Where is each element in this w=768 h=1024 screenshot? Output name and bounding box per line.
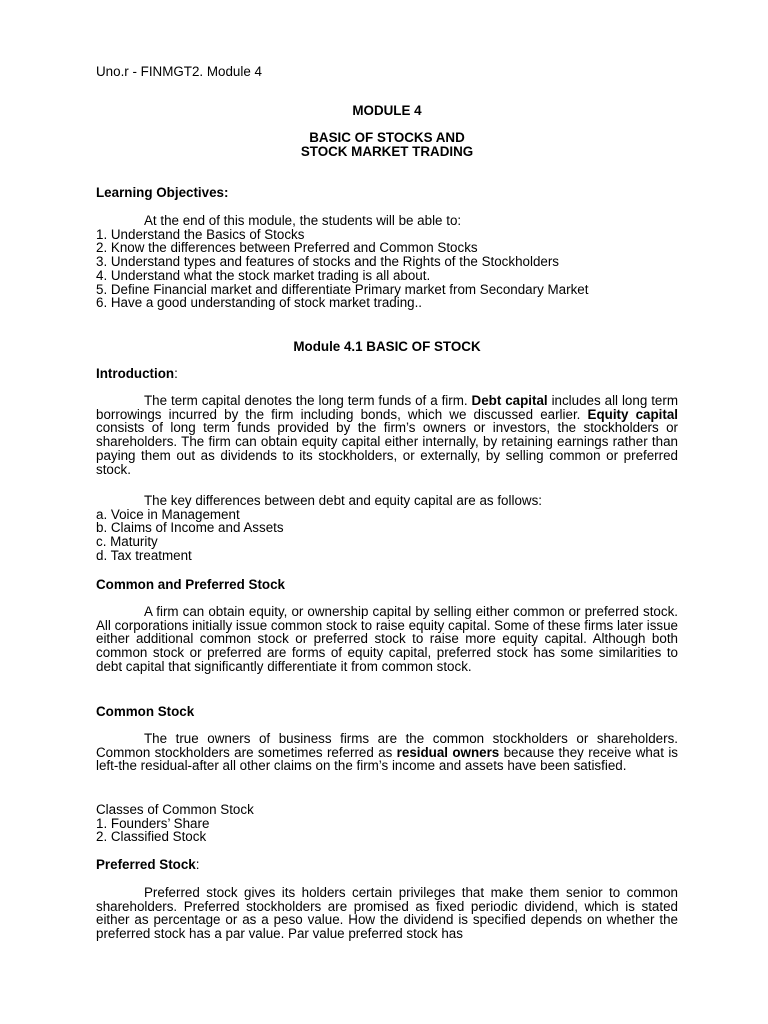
introduction-heading (96, 367, 678, 381)
term-equity-capital: Equity capital (587, 406, 679, 422)
difference-item: a. Voice in Management (96, 506, 240, 522)
learning-objectives-block (96, 214, 678, 310)
section-heading: Module 4.1 BASIC OF STOCK (293, 339, 481, 354)
module-title: MODULE 4 (352, 103, 422, 118)
objective-item: 1. Understand the Basics of Stocks (96, 226, 305, 242)
preferred-stock-heading (96, 858, 678, 872)
preferred-stock-heading-text: Preferred Stock (96, 857, 196, 872)
introduction-paragraph-2 (96, 494, 678, 563)
common-stock-paragraph (96, 732, 678, 773)
preferred-stock-text: Preferred stock gives its holders certain privileges that make them senior to common shareholders. Preferred stockholders are promised as fixed periodic dividend, which is stated either as percentage or as a peso value. How the dividend is specified depends on whether the preferred stock has a par value. Par value preferred stock has (96, 885, 678, 942)
common-preferred-text: A firm can obtain equity, or ownership capital by selling either common or preferred stock. All corporations initially issue common stock to raise equity capital. Some of these firms later issue either additional common stock or preferred stock to raise more equity capital. Although both common stock or preferred are forms of equity capital, preferred stock has some similarities to debt capital that significantly differentiate it from common stock. (96, 604, 678, 674)
objective-item: 5. Define Financial market and differentiate Primary market from Secondary Market (96, 281, 589, 297)
subtitle-line-2: STOCK MARKET TRADING (300, 144, 474, 159)
class-item: 2. Classified Stock (96, 829, 207, 845)
objective-item: 2. Know the differences between Preferred and Common Stocks (96, 240, 478, 256)
difference-item: d. Tax treatment (96, 547, 192, 563)
introduction-heading-text: Introduction (96, 366, 175, 381)
common-preferred-paragraph (96, 605, 678, 674)
subtitle-line-1: BASIC OF STOCKS AND (309, 130, 465, 145)
term-residual-owners: residual owners (396, 744, 500, 760)
differences-intro: The key differences between debt and equity capital are as follows: (144, 493, 542, 508)
differences-list (96, 508, 678, 563)
common-stock-text-c: because they receive what is left-the residual-after all other claims on the firm’s income and assets have been satisfied. (96, 744, 678, 774)
common-stock-text (96, 732, 678, 773)
objectives-list (96, 228, 678, 310)
common-stock-heading: Common Stock (96, 704, 195, 719)
introduction-heading-colon: : (174, 366, 178, 381)
preferred-stock-heading-colon: : (195, 857, 200, 872)
objective-item: 6. Have a good understanding of stock market trading.. (96, 295, 423, 311)
classes-block (96, 803, 678, 844)
difference-item: c. Maturity (96, 534, 158, 550)
learning-objectives-heading: Learning Objectives: (96, 185, 229, 200)
classes-heading: Classes of Common Stock (96, 802, 254, 817)
intro-text-a: The term capital denotes the long term funds of a firm. (144, 393, 472, 408)
objective-item: 4. Understand what the stock market trading is all about. (96, 267, 431, 283)
running-header: Uno.r - FINMGT2. Module 4 (96, 64, 262, 79)
introduction-text (96, 394, 678, 476)
class-item: 1. Founders’ Share (96, 815, 210, 831)
difference-item: b. Claims of Income and Assets (96, 520, 284, 536)
term-debt-capital: Debt capital (471, 393, 548, 408)
intro-text-e: consists of long term funds provided by the firm’s owners or investors, the stockholders or shareholders. The firm can obtain equity capital either internally, by retaining earnings rather than paying them out as dividends to its stockholders, or externally, by selling common or preferred stock. (96, 420, 678, 477)
common-stock-text-a: The true owners of business firms are the common stockholders or shareholders. Common stockholders are sometimes referred as (96, 731, 678, 760)
classes-list (96, 817, 678, 844)
learning-objectives-intro: At the end of this module, the students will be able to: (144, 213, 462, 228)
objective-item: 3. Understand types and features of stocks and the Rights of the Stockholders (96, 254, 559, 270)
common-preferred-heading: Common and Preferred Stock (96, 577, 285, 592)
intro-text-c: includes all long term borrowings incurred by the firm including bonds, which we discussed earlier. (96, 393, 678, 422)
introduction-paragraph-1 (96, 394, 678, 476)
preferred-stock-paragraph (96, 886, 678, 941)
